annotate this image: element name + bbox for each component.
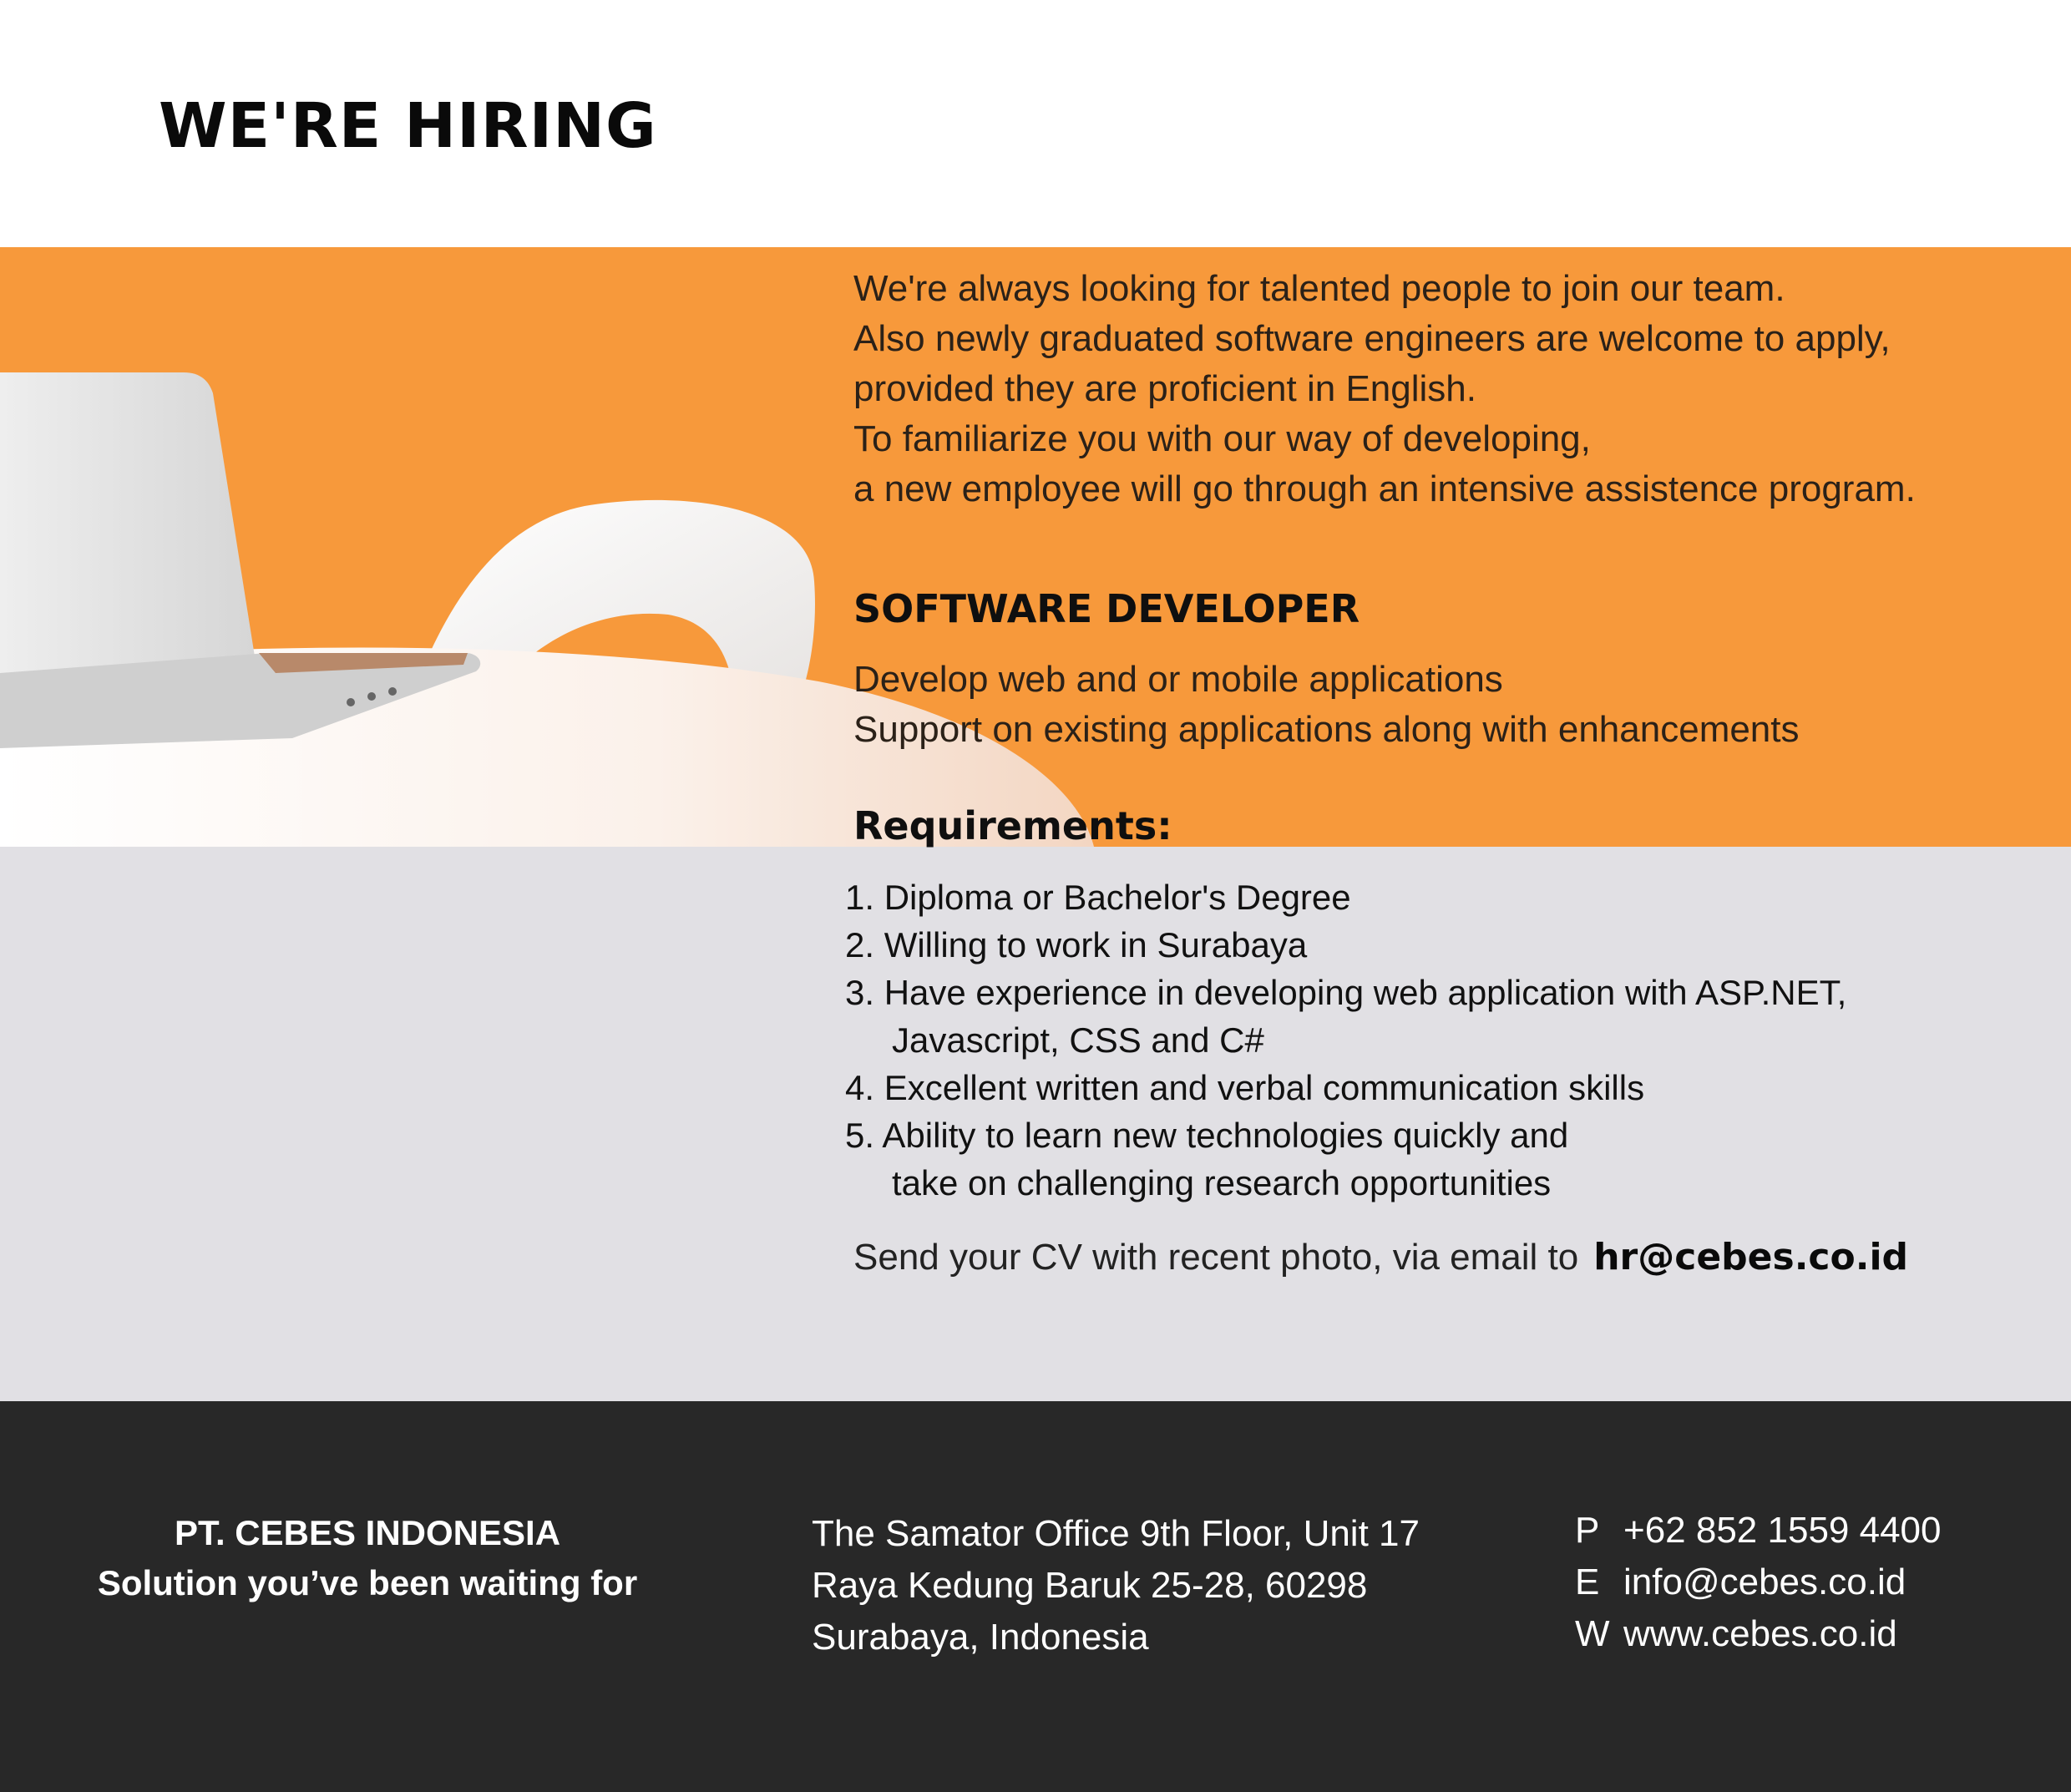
footer-address <box>812 1508 1420 1663</box>
email-label: E <box>1575 1562 1600 1602</box>
requirement-item-continued: take on challenging research opportunities <box>892 1163 1552 1202</box>
intro-line: Also newly graduated software engineers are welcome to apply, <box>853 318 1891 359</box>
intro-line: provided they are proficient in English. <box>853 368 1476 409</box>
intro-line: a new employee will go through an intensive assistence program. <box>853 468 1916 509</box>
company-tagline: Solution you’ve been waiting for <box>97 1563 638 1602</box>
intro-line: We're always looking for talented people to join our team. <box>853 268 1785 309</box>
intro-text <box>853 264 2039 514</box>
website-link[interactable]: www.cebes.co.id <box>1623 1613 1897 1654</box>
job-duties <box>853 655 1800 755</box>
web-row <box>1575 1608 1942 1660</box>
apply-instructions <box>853 1236 1908 1278</box>
contact-email-link[interactable]: info@cebes.co.id <box>1623 1562 1906 1602</box>
footer-contact <box>1575 1505 1942 1660</box>
apply-text: Send your CV with recent photo, via email to <box>853 1237 1579 1278</box>
phone-label: P <box>1575 1510 1600 1551</box>
footer-company <box>50 1508 685 1608</box>
requirement-item: 3. Have experience in developing web application with ASP.NET, <box>845 973 1847 1012</box>
address-line: Raya Kedung Baruk 25-28, 60298 <box>812 1565 1368 1606</box>
web-label: W <box>1575 1613 1610 1654</box>
requirement-item: 1. Diploma or Bachelor's Degree <box>845 878 1351 917</box>
requirement-item: 2. Willing to work in Surabaya <box>845 925 1308 964</box>
page-title: WE'RE HIRING <box>159 90 657 162</box>
requirements-title: Requirements: <box>853 803 1172 848</box>
phone-row <box>1575 1505 1942 1557</box>
requirement-item: 5. Ability to learn new technologies quickly and <box>845 1116 1569 1155</box>
duty-line: Support on existing applications along with enhancements <box>853 709 1800 750</box>
requirement-item-continued: Javascript, CSS and C# <box>892 1020 1264 1060</box>
requirement-item: 4. Excellent written and verbal communication skills <box>845 1068 1645 1107</box>
apply-email-link[interactable]: hr@cebes.co.id <box>1593 1236 1909 1278</box>
email-row <box>1575 1557 1942 1608</box>
address-line: The Samator Office 9th Floor, Unit 17 <box>812 1513 1420 1554</box>
job-title: SOFTWARE DEVELOPER <box>853 586 1360 631</box>
company-name: PT. CEBES INDONESIA <box>174 1513 561 1552</box>
requirements-list <box>845 873 1846 1207</box>
intro-line: To familiarize you with our way of developing, <box>853 418 1591 459</box>
duty-line: Develop web and or mobile applications <box>853 659 1503 700</box>
phone-number[interactable]: +62 852 1559 4400 <box>1623 1510 1942 1551</box>
address-line: Surabaya, Indonesia <box>812 1617 1149 1658</box>
